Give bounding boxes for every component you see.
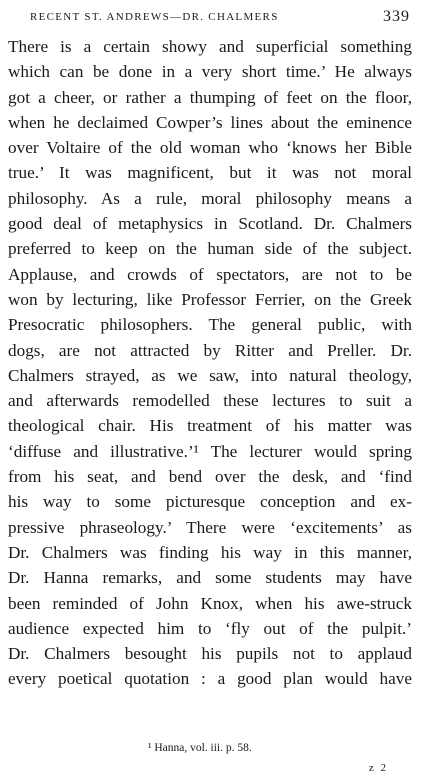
text-line: every poetical quotation : a good plan would have xyxy=(8,669,412,689)
text-line: won by lecturing, like Professor Ferrier, on the Greek xyxy=(8,289,412,309)
text-line: Dr. Hanna remarks, and some students may have xyxy=(8,568,412,588)
text-line: Applause, and crowds of spectators, are not to be xyxy=(8,264,412,284)
text-line: audience expected him to ‘fly out of the pulpit.’ xyxy=(8,618,412,638)
text-line: Presocratic philosophers. The general public, with xyxy=(8,315,412,335)
page-number: 339 xyxy=(383,8,410,25)
text-line: when he declaimed Cowper’s lines about the eminence xyxy=(8,112,412,132)
text-line: his way to some picturesque conception and ex- xyxy=(8,492,412,512)
text-line: pressive phraseology.’ There were ‘excitements’ as xyxy=(8,517,412,537)
text-line: ‘diffuse and illustrative.’¹ The lecturer would spring xyxy=(8,441,412,461)
text-line: theological chair. His treatment of his matter was xyxy=(8,416,412,436)
text-line: Dr. Chalmers besought his pupils not to applaud xyxy=(8,644,412,664)
text-line: from his seat, and bend over the desk, and ‘find xyxy=(8,467,412,487)
body-text xyxy=(8,34,412,692)
text-line: dogs, are not attracted by Ritter and Preller. Dr. xyxy=(8,340,412,360)
running-head-title: RECENT ST. ANDREWS—DR. CHALMERS xyxy=(30,11,279,23)
text-line: There is a certain showy and superficial something xyxy=(8,37,412,56)
text-line: over Voltaire of the old woman who ‘knows her Bible xyxy=(8,138,412,158)
text-line: Chalmers strayed, as we saw, into natural theology, xyxy=(8,365,412,385)
text-line: got a cheer, or rather a thumping of feet on the floor, xyxy=(8,87,412,107)
signature-mark: z 2 xyxy=(368,762,388,774)
text-line: which can be done in a very short time.’ He always xyxy=(8,62,412,82)
text-line: Dr. Chalmers was finding his way in this manner, xyxy=(8,542,412,562)
text-line: and afterwards remodelled these lectures to suit a xyxy=(8,391,412,411)
text-line: been reminded of John Knox, when his awe-struck xyxy=(8,593,412,613)
running-head xyxy=(30,8,410,30)
text-line: true.’ It was magnificent, but it was not moral xyxy=(8,163,412,183)
text-line: preferred to keep on the human side of the subject. xyxy=(8,239,412,259)
text-line: good deal of metaphysics in Scotland. Dr. Chalmers xyxy=(8,214,412,234)
footnote: ¹ Hanna, vol. iii. p. 58. xyxy=(148,742,252,754)
text-line: philosophy. As a rule, moral philosophy means a xyxy=(8,188,412,208)
